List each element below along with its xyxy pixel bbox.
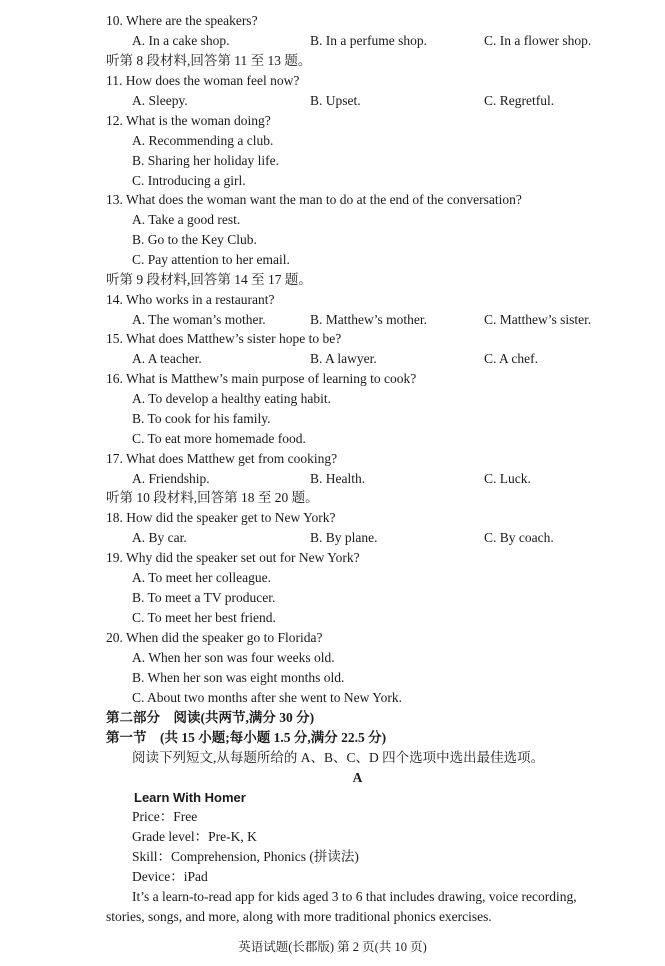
option-14c: C. Matthew’s sister. — [484, 312, 592, 327]
passage-price: Price：Free — [132, 809, 198, 824]
passage-skill: Skill：Comprehension, Phonics (拼读法) — [132, 849, 359, 864]
question-20: 20. When did the speaker go to Florida? — [106, 630, 323, 645]
page-footer: 英语试题(长郡版) 第 2 页(共 10 页) — [238, 940, 427, 954]
question-13: 13. What does the woman want the man to do at the end of the conversation? — [106, 192, 522, 207]
instruction-seg10: 听第 10 段材料,回答第 18 至 20 题。 — [106, 490, 319, 505]
passage-title: Learn With Homer — [134, 790, 246, 805]
part2-heading: 第二部分 阅读(共两节,满分 30 分) — [106, 710, 315, 725]
question-11: 11. How does the woman feel now? — [106, 73, 300, 88]
option-17c: C. Luck. — [484, 471, 531, 486]
instruction-seg8: 听第 8 段材料,回答第 11 至 13 题。 — [106, 53, 312, 68]
question-12: 12. What is the woman doing? — [106, 113, 271, 128]
option-13b: B. Go to the Key Club. — [132, 232, 257, 247]
option-14b: B. Matthew’s mother. — [310, 312, 427, 327]
passage-body-line1: It’s a learn-to-read app for kids aged 3 to 6 that includes drawing, voice recording, — [132, 889, 577, 904]
option-12c: C. Introducing a girl. — [132, 173, 246, 188]
passage-grade: Grade level：Pre-K, K — [132, 829, 257, 844]
question-19: 19. Why did the speaker set out for New York? — [106, 550, 360, 565]
option-10c: C. In a flower shop. — [484, 33, 592, 48]
option-15b: B. A lawyer. — [310, 351, 377, 366]
option-17b: B. Health. — [310, 471, 366, 486]
question-16: 16. What is Matthew’s main purpose of learning to cook? — [106, 371, 417, 386]
option-19b: B. To meet a TV producer. — [132, 590, 276, 605]
passage-device: Device：iPad — [132, 869, 208, 884]
option-15c: C. A chef. — [484, 351, 538, 366]
option-13c: C. Pay attention to her email. — [132, 252, 290, 267]
option-19c: C. To meet her best friend. — [132, 610, 276, 625]
option-10a: A. In a cake shop. — [132, 33, 230, 48]
question-18: 18. How did the speaker get to New York? — [106, 510, 336, 525]
option-10b: B. In a perfume shop. — [310, 33, 427, 48]
option-19a: A. To meet her colleague. — [132, 570, 272, 585]
option-15a: A. A teacher. — [132, 351, 202, 366]
option-12b: B. Sharing her holiday life. — [132, 153, 279, 168]
instruction-seg9: 听第 9 段材料,回答第 14 至 17 题。 — [106, 272, 312, 287]
option-11a: A. Sleepy. — [132, 93, 188, 108]
section1-heading: 第一节 (共 15 小题;每小题 1.5 分,满分 22.5 分) — [106, 730, 387, 745]
option-17a: A. Friendship. — [132, 471, 210, 486]
question-15: 15. What does Matthew’s sister hope to be? — [106, 331, 342, 346]
option-20c: C. About two months after she went to New York. — [132, 690, 402, 705]
option-14a: A. The woman’s mother. — [132, 312, 266, 327]
question-17: 17. What does Matthew get from cooking? — [106, 451, 338, 466]
passage-label: A — [352, 770, 363, 785]
passage-body-line2: stories, songs, and more, along with more traditional phonics exercises. — [106, 909, 492, 924]
option-18a: A. By car. — [132, 530, 187, 545]
question-10: 10. Where are the speakers? — [106, 13, 258, 28]
option-20b: B. When her son was eight months old. — [132, 670, 345, 685]
question-14: 14. Who works in a restaurant? — [106, 292, 275, 307]
option-13a: A. Take a good rest. — [132, 212, 241, 227]
option-16a: A. To develop a healthy eating habit. — [132, 391, 331, 406]
option-12a: A. Recommending a club. — [132, 133, 274, 148]
option-18b: B. By plane. — [310, 530, 378, 545]
option-11b: B. Upset. — [310, 93, 361, 108]
option-20a: A. When her son was four weeks old. — [132, 650, 335, 665]
option-16b: B. To cook for his family. — [132, 411, 271, 426]
option-11c: C. Regretful. — [484, 93, 555, 108]
option-18c: C. By coach. — [484, 530, 554, 545]
reading-directions: 阅读下列短文,从每题所给的 A、B、C、D 四个选项中选出最佳选项。 — [132, 750, 545, 765]
option-16c: C. To eat more homemade food. — [132, 431, 306, 446]
